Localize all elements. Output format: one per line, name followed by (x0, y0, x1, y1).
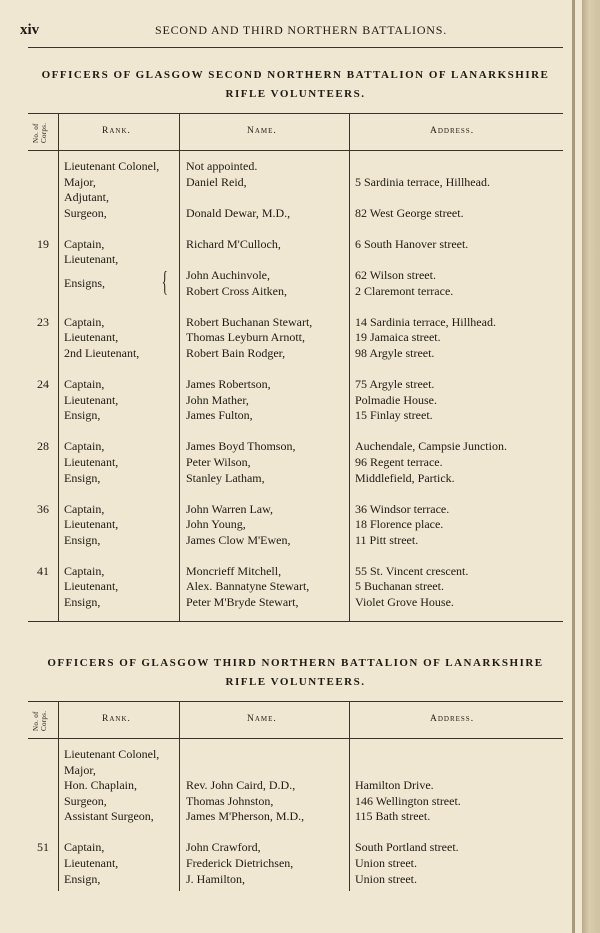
table-row (28, 502, 563, 518)
corps-group (28, 564, 563, 611)
table-body (28, 151, 563, 621)
section-second-battalion (28, 66, 563, 622)
col-header-name: Name. (247, 714, 277, 724)
address-cell: Hamilton Drive. (355, 778, 434, 793)
rank-cell: Ensign, (64, 408, 101, 423)
name-cell: J. Hamilton, (186, 871, 245, 886)
page-gutter-line (572, 0, 575, 933)
table-row (28, 315, 563, 331)
table-row (28, 346, 563, 362)
address-cell: Violet Grove House. (355, 595, 454, 610)
name-cell: Rev. John Caird, D.D., (186, 778, 296, 793)
rank-cell: Lieutenant, (64, 579, 119, 594)
section-title: OFFICERS OF GLASGOW SECOND NORTHERN BATTALION OF LANARKSHIRE RIFLE VOLUNTEERS. (41, 69, 550, 100)
name-cell: Richard M'Culloch, (186, 236, 281, 251)
header-rule (28, 47, 563, 48)
running-header (0, 21, 582, 41)
name-cell: Thomas Johnston, (186, 793, 274, 808)
address-cell: 5 Sardinia terrace, Hillhead. (355, 174, 490, 189)
table-row (28, 439, 563, 455)
name-cell: James Robertson, (186, 377, 271, 392)
name-cell: Robert Buchanan Stewart, (186, 314, 313, 329)
col-header-corps: No. of Corps. (32, 710, 48, 732)
rank-cell: Lieutenant, (64, 856, 119, 871)
table-row (28, 840, 563, 856)
name-cell: Moncrieff Mitchell, (186, 563, 282, 578)
table-row (28, 778, 563, 794)
name-cell: James Clow M'Ewen, (186, 532, 291, 547)
name-cell: Peter M'Bryde Stewart, (186, 595, 299, 610)
corps-group (28, 840, 563, 887)
table-body (28, 739, 563, 891)
address-cell: Union street. (355, 871, 417, 886)
address-cell: 14 Sardinia terrace, Hillhead. (355, 314, 496, 329)
address-cell: 15 Finlay street. (355, 408, 433, 423)
corps-number: 24 (37, 377, 49, 392)
name-cell: James Boyd Thomson, (186, 439, 296, 454)
table-row (28, 533, 563, 549)
col-header-name: Name. (247, 126, 277, 136)
table-row (28, 330, 563, 346)
rank-cell: Surgeon, (64, 205, 107, 220)
rank-cell: Assistant Surgeon, (64, 809, 154, 824)
table-row (28, 377, 563, 393)
table-row (28, 284, 563, 300)
rank-cell: 2nd Lieutenant, (64, 345, 140, 360)
rank-cell: Captain, (64, 236, 105, 251)
name-cell: Alex. Bannatyne Stewart, (186, 579, 310, 594)
rank-cell: Lieutenant Colonel, (64, 747, 160, 761)
name-cell: John Warren Law, (186, 501, 274, 516)
table-row (28, 763, 563, 779)
table-row (28, 517, 563, 533)
rank-cell: Lieutenant, (64, 454, 119, 469)
name-cell: James Fulton, (186, 408, 253, 423)
rank-cell: Captain, (64, 314, 105, 329)
corps-group (28, 439, 563, 486)
address-cell: 55 St. Vincent crescent. (355, 563, 469, 578)
col-header-address: Address. (430, 126, 475, 136)
rank-cell: Lieutenant, (64, 517, 119, 532)
rank-cell: Adjutant, (64, 190, 109, 205)
rank-cell: Major, (64, 762, 96, 777)
section-third-battalion (28, 654, 563, 891)
address-cell: Auchendale, Campsie Junction. (355, 439, 507, 454)
address-cell: 82 West George street. (355, 205, 464, 220)
rank-cell: Ensign, (64, 595, 101, 610)
rank-cell: Ensign, (64, 470, 101, 485)
table-row (28, 252, 563, 268)
address-cell: 36 Windsor terrace. (355, 501, 450, 516)
page-number: xiv (20, 22, 40, 38)
table-row (28, 809, 563, 825)
name-cell: John Young, (186, 517, 246, 532)
col-header-corps: No. of Corps. (32, 122, 48, 144)
table-row (28, 455, 563, 471)
address-cell: 6 South Hanover street. (355, 236, 469, 251)
rank-cell: Captain, (64, 501, 105, 516)
table-row (28, 747, 563, 763)
running-title: SECOND AND THIRD NORTHERN BATTALIONS. (155, 23, 448, 37)
rank-cell: Lieutenant, (64, 252, 119, 267)
table-row (28, 471, 563, 487)
rank-cell: Major, (64, 174, 96, 189)
brace-symbol: { (161, 266, 168, 298)
corps-group (28, 502, 563, 549)
corps-number: 36 (37, 501, 49, 516)
name-cell: Thomas Leyburn Arnott, (186, 330, 305, 345)
page-edge (582, 0, 600, 933)
address-cell: 115 Bath street. (355, 809, 431, 824)
name-cell: Donald Dewar, M.D., (186, 205, 291, 220)
rank-cell: Lieutenant, (64, 330, 119, 345)
address-cell: 146 Wellington street. (355, 793, 461, 808)
table-header (28, 114, 563, 151)
corps-number: 51 (37, 840, 49, 855)
rank-cell: Captain, (64, 840, 105, 855)
col-header-rank: Rank. (102, 126, 131, 136)
officers-table (28, 113, 563, 622)
address-cell: South Portland street. (355, 840, 459, 855)
col-header-address: Address. (430, 714, 475, 724)
address-cell: Polmadie House. (355, 392, 437, 407)
rank-cell: Captain, (64, 563, 105, 578)
rank-cell: Captain, (64, 439, 105, 454)
name-cell: Stanley Latham, (186, 470, 265, 485)
table-row (28, 268, 563, 284)
name-cell: Not appointed. (186, 159, 258, 173)
rank-cell: Surgeon, (64, 793, 107, 808)
rank-cell: Captain, (64, 377, 105, 392)
rank-cell: Lieutenant, (64, 392, 119, 407)
address-cell: Union street. (355, 856, 417, 871)
corps-group (28, 159, 563, 221)
address-cell: 2 Claremont terrace. (355, 283, 454, 298)
address-cell: 98 Argyle street. (355, 345, 435, 360)
corps-group (28, 237, 563, 299)
table-row (28, 408, 563, 424)
name-cell: John Crawford, (186, 840, 261, 855)
address-cell: 5 Buchanan street. (355, 579, 444, 594)
section-title: OFFICERS OF GLASGOW THIRD NORTHERN BATTALION OF LANARKSHIRE RIFLE VOLUNTEERS. (47, 657, 544, 688)
address-cell: 62 Wilson street. (355, 268, 436, 283)
rank-cell: Ensigns, (64, 275, 106, 290)
corps-number: 23 (37, 314, 49, 329)
table-row (28, 595, 563, 611)
table-row (28, 175, 563, 191)
table-row (28, 190, 563, 206)
name-cell: Frederick Dietrichsen, (186, 856, 294, 871)
table-row (28, 856, 563, 872)
name-cell: Robert Bain Rodger, (186, 345, 286, 360)
address-cell: 96 Regent terrace. (355, 454, 443, 469)
table-row (28, 794, 563, 810)
name-cell: Peter Wilson, (186, 454, 251, 469)
table-row (28, 237, 563, 253)
corps-group (28, 315, 563, 362)
rank-cell: Hon. Chaplain, (64, 778, 137, 793)
corps-number: 28 (37, 439, 49, 454)
address-cell: 19 Jamaica street. (355, 330, 441, 345)
name-cell: Robert Cross Aitken, (186, 283, 287, 298)
table-row (28, 159, 563, 175)
corps-group (28, 747, 563, 825)
table-row (28, 206, 563, 222)
rank-cell: Ensign, (64, 532, 101, 547)
table-row (28, 579, 563, 595)
address-cell: 75 Argyle street. (355, 377, 435, 392)
corps-number: 41 (37, 563, 49, 578)
corps-number: 19 (37, 236, 49, 251)
name-cell: Daniel Reid, (186, 174, 247, 189)
col-header-rank: Rank. (102, 714, 131, 724)
officers-table (28, 701, 563, 891)
name-cell: John Auchinvole, (186, 268, 270, 283)
address-cell: Middlefield, Partick. (355, 470, 455, 485)
corps-group (28, 377, 563, 424)
rank-cell: Lieutenant Colonel, (64, 159, 160, 173)
rank-cell: Ensign, (64, 871, 101, 886)
table-row (28, 393, 563, 409)
name-cell: John Mather, (186, 392, 249, 407)
table-row (28, 872, 563, 888)
table-header (28, 702, 563, 739)
address-cell: 11 Pitt street. (355, 532, 419, 547)
table-row (28, 564, 563, 580)
name-cell: James M'Pherson, M.D., (186, 809, 305, 824)
address-cell: 18 Florence place. (355, 517, 444, 532)
